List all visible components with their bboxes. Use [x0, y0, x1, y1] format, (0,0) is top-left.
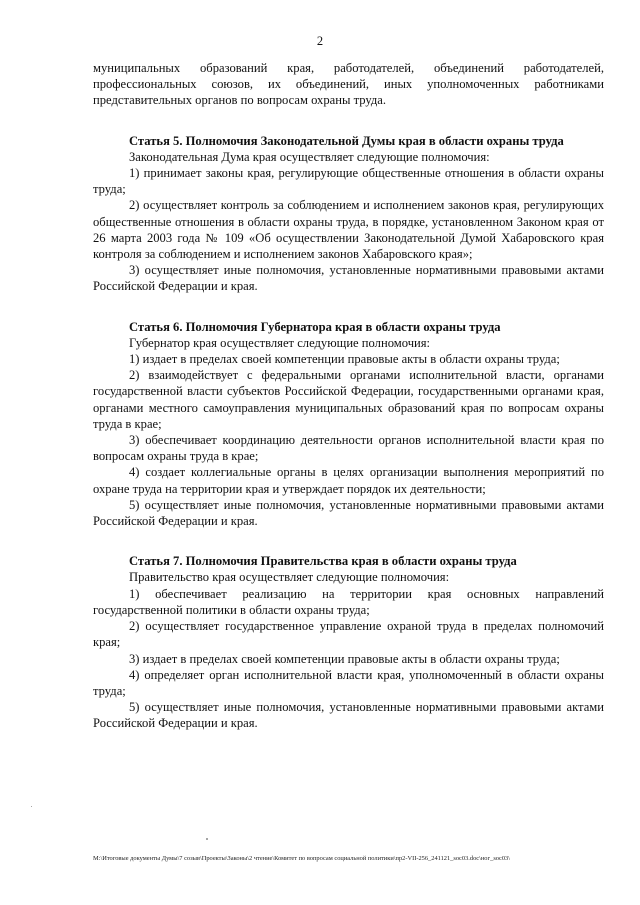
article-5-paragraph: 3) осуществляет иные полномочия, установленные нормативными правовыми актами Российской Федерации и края. [93, 263, 604, 294]
article-7-paragraph: Правительство края осуществляет следующие полномочия: [129, 570, 450, 585]
scan-speck [206, 838, 208, 840]
scan-speck [31, 806, 32, 807]
article-6-paragraph: Губернатор края осуществляет следующие полномочия: [129, 335, 431, 350]
article-7-paragraph: 3) издает в пределах своей компетенции правовые акты в области охраны труда; [129, 651, 560, 666]
article-7-heading: Статья 7. Полномочия Правительства края в области охраны труда [129, 554, 517, 569]
article-5-heading: Статья 5. Полномочия Законодательной Думы края в области охраны труда [129, 133, 564, 148]
article-7-paragraph: 4) определяет орган исполнительной власти края, уполномоченный в области охраны труда; [93, 667, 604, 698]
article-6-paragraph: 4) создает коллегиальные органы в целях организации выполнения мероприятий по охране труда на территории края и утверждает порядок их деятельности; [93, 465, 604, 496]
page-number: 2 [316, 34, 324, 48]
article-7-paragraph: 1) обеспечивает реализацию на территории края основных направлений государственной политики в области охраны труда; [93, 586, 604, 617]
article-5-paragraph: 2) осуществляет контроль за соблюдением и исполнением законов края, регулирующих общественные отношения в области охраны труда, в порядке, установленном Законом края от 26 марта 2003 года № 109 «Об осуществлении Законодательной Думой Хабаровского края контроля за соблюдением и исполнением законов Хабаровского края»; [93, 198, 604, 262]
file-path-footer: M:\Итоговые документы Думы\7 созыв\Проекты\Законы\2 чтение\Комитет по вопросам социальной политики\пр2-VII-256_241121_soc03.doc\ног_soc03\ [93, 855, 510, 862]
article-6-paragraph: 1) издает в пределах своей компетенции правовые акты в области охраны труда; [129, 352, 560, 367]
article-7-paragraph: 2) осуществляет государственное управление охраной труда в пределах полномочий края; [93, 619, 604, 650]
article-7-paragraph: 5) осуществляет иные полномочия, установленные нормативными правовыми актами Российской Федерации и края. [93, 700, 604, 731]
article-5-paragraph: Законодательная Дума края осуществляет следующие полномочия: [129, 149, 490, 164]
document-body [93, 60, 604, 732]
article-6-paragraph: 5) осуществляет иные полномочия, установленные нормативными правовыми актами Российской Федерации и края. [93, 497, 604, 529]
continuation-paragraph: муниципальных образований края, работодателей, объединений работодателей, профессиональных союзов, их объединений, иных уполномоченных работниками представительных органов по вопросам охраны труда. [93, 61, 604, 108]
article-6-paragraph: 2) взаимодействует с федеральными органами исполнительной власти, органами государственной власти субъектов Российской Федерации, государственными органами края, органами местного самоуправления муниципальных образований края по вопросам охраны труда в крае; [93, 368, 604, 431]
article-5-paragraph: 1) принимает законы края, регулирующие общественные отношения в области охраны труда; [93, 166, 604, 197]
article-6-heading: Статья 6. Полномочия Губернатора края в области охраны труда [129, 319, 501, 334]
article-6-paragraph: 3) обеспечивает координацию деятельности органов исполнительной власти края по вопросам охраны труда в крае; [93, 433, 604, 464]
